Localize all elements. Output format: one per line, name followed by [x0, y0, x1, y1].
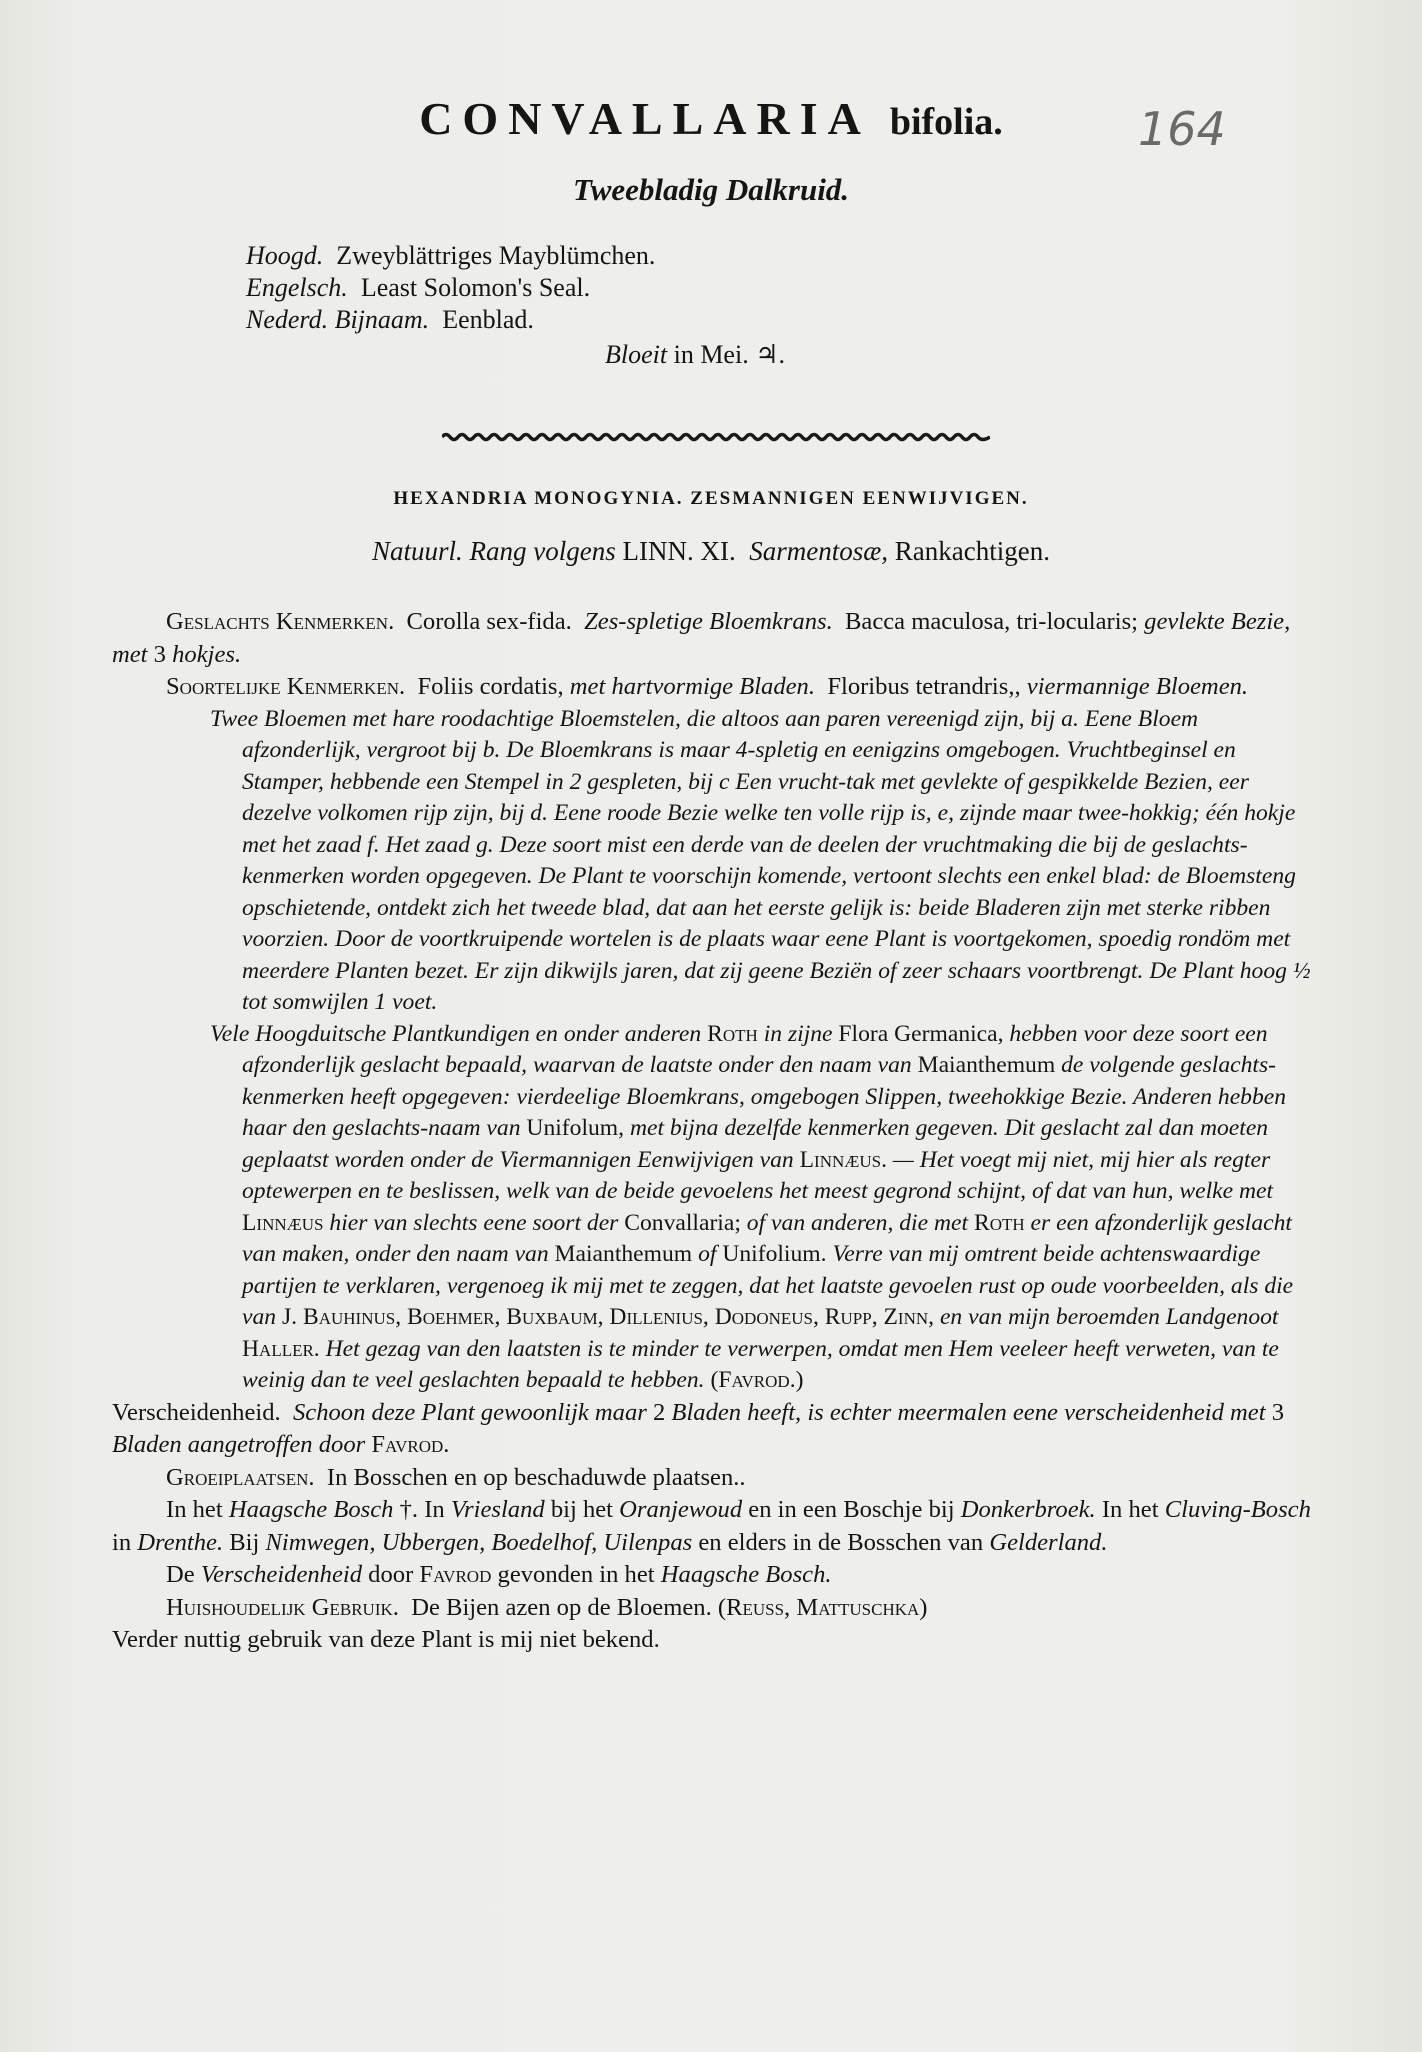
localities: In het Haagsche Bosch †. In Vriesland bij het Oranjewoud en in een Boschje bij Donkerbroek. In het Cluving-Bosch in Drenthe. Bij Nimwegen, Ubbergen, Boedelhof, Uilenpas en elders in de Bosschen van Gelderland. — [112, 1496, 1311, 1556]
genus-name: CONVALLARIA — [419, 93, 869, 144]
genus-characters: Geslachts Kenmerken. Corolla sex-fida. Zes-spletige Bloemkrans. Bacca maculosa, tri-locularis; gevlekte Bezie, met 3 hokjes. — [112, 608, 1291, 668]
variety-paragraph: Verscheidenheid. Schoon deze Plant gewoonlijk maar 2 Bladen heeft, is echter meermalen eene verscheidenheid met 3 Bladen aangetroffen door Favrod. — [112, 1398, 1284, 1458]
perennial-symbol: ♃. — [755, 340, 786, 369]
household-use: Huishoudelijk Gebruik. De Bijen azen op de Bloemen. (Reuss, Mattuschka) — [166, 1593, 928, 1621]
taxonomy-discussion: Vele Hoogduitsche Plantkundigen en onder anderen Roth in zijne Flora Germanica, hebben voor deze soort een afzonderlijk geslacht bepaald, waarvan de laatste onder den naam van Maianthemum de volgende geslachts-kenmerken heeft opgegeven: vierdeelige Bloemkrans, omgebogen Slippen, tweehokkige Bezie. Anderen hebben haar den geslachts-naam van Unifolum, met bijna dezelfde kenmerken gegeven. Dit geslacht zal dan moeten geplaatst worden onder de Viermannigen Eenwijvigen van Linnæus. — Het voegt mij niet, mij hier als regter optewerpen en te beslissen, welk van de beide gevoelens het meest gegrond schijnt, of dat van hun, welke met Linnæus hier van slechts eene soort der Convallaria; of van anderen, die met Roth er een afzonderlijk geslacht van maken, onder den naam van Maianthemum of Unifolium. Verre van mij omtrent beide achtenswaardige partijen te verklaren, vergenoeg ik mij met te zeggen, dat het laatste gevoelen rust op oude voorbeelden, als die van J. Bauhinus, Boehmer, Buxbaum, Dillenius, Dodoneus, Rupp, Zinn, en van mijn beroemden Landgenoot Haller. Het gezag van den laatsten is te minder te verwerpen, omdat men Hem veeleer heeft verweten, van te weinig dan te veel geslachten bepaald te hebben. (Favrod.) — [210, 1020, 1294, 1393]
household-use-continued: Verder nuttig gebruik van deze Plant is mij niet bekend. — [112, 1626, 660, 1653]
variety-locality: De Verscheidenheid door Favrod gevonden in het Haagsche Bosch. — [166, 1561, 832, 1588]
species-characters: Soortelijke Kenmerken. Foliis cordatis, met hartvormige Bladen. Floribus tetrandris,, viermannige Bloemen. — [166, 673, 1249, 700]
vernacular-names — [246, 240, 655, 336]
name-row: Engelsch. Least Solomon's Seal. — [246, 273, 591, 302]
classification: HEXANDRIA MONOGYNIA. ZESMANNIGEN EENWIJVIGEN. — [393, 488, 1029, 509]
name-row: Nederd. Bijnaam. Eenblad. — [246, 305, 534, 334]
species-name: bifolia. — [889, 101, 1003, 143]
plate-description: Twee Bloemen met hare roodachtige Bloemstelen, die altoos aan paren vereenigd zijn, bij a. Eene Bloem afzonderlijk, vergroot bij b. De Bloemkrans is maar 4-spletig en eenigzins omgebogen. Vruchtbeginsel en Stamper, hebbende een Stempel in 2 gespleten, bij c Een vrucht-tak met gevlekte of gespikkelde Bezien, eer dezelve volkomen rijp zijn, bij d. Eene roode Bezie welke ten volle rijp is, e, zijnde maar twee-hokkig; één hokje met het zaad f. Het zaad g. Deze soort mist een derde van de deelen der vruchtmaking die bij de geslachts-kenmerken worden opgegeven. De Plant te voorschijn komende, vertoont slechts een enkel blad: de Bloemsteng opschietende, ontdekt zich het tweede blad, dat aan het eerste gelijk is: beide Bladeren zijn met sterke ribben voorzien. Door de voortkruipende wortelen is de plaats waar eene Plant is voortgekomen, spoedig rondöm met meerdere Planten bezet. Er zijn dikwijls jaren, dat zij geene Beziën of zeer schaars voortbrengt. De Plant hoog ½ tot somwijlen 1 voet. — [210, 705, 1311, 1015]
body-text — [112, 606, 1312, 1657]
ornamental-rule — [442, 432, 990, 442]
habitat-heading: Groeiplaatsen. In Bosschen en op beschaduwde plaatsen.. — [166, 1463, 746, 1491]
pencil-annotation: 164 — [1138, 102, 1226, 156]
name-row: Hoogd. Zweyblättriges Mayblümchen. — [246, 241, 656, 270]
dutch-name: Tweebladig Dalkruid. — [572, 172, 850, 207]
flowering-time: Bloeit in Mei. ♃. — [605, 340, 786, 369]
natural-rank: Natuurl. Rang volgens LINN. XI. Sarmentosæ, Rankachtigen. — [372, 536, 1050, 566]
